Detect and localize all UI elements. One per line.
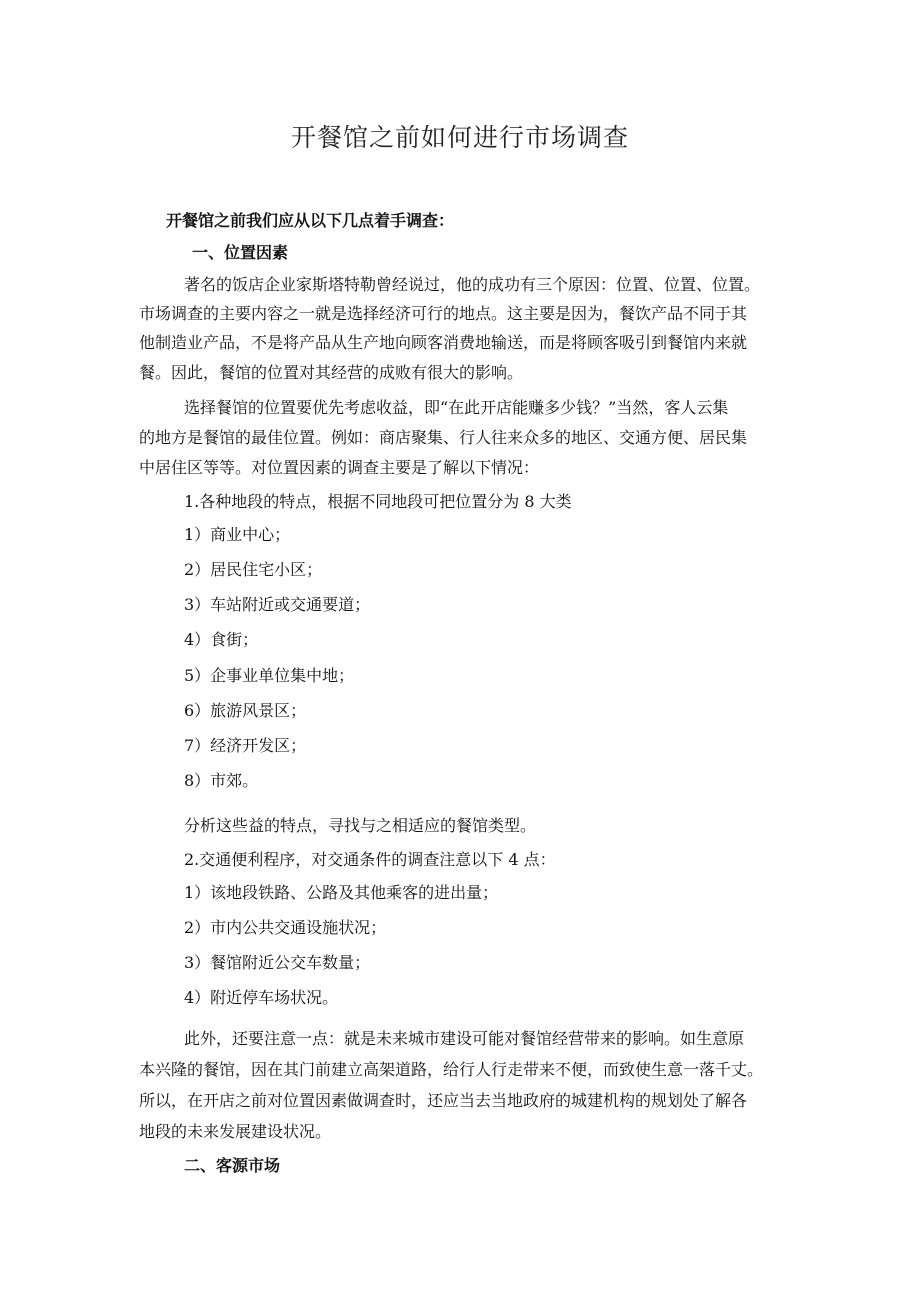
list-item: 1）商业中心；: [184, 525, 291, 544]
subsection-heading-transport: 2.交通便利程序，对交通条件的调查注意以下 4 点：: [184, 850, 556, 869]
list-item: 2）市内公共交通设施状况；: [184, 918, 387, 937]
subsection-heading-location-types: 1.各种地段的特点，根据不同地段可把位置分为 8 大类: [184, 492, 572, 511]
list-item: 7）经济开发区；: [184, 736, 307, 755]
list-item: 6）旅游风景区；: [184, 701, 307, 720]
page-title: 开餐馆之前如何进行市场调查: [290, 123, 629, 152]
paragraph-line: 著名的饭店企业家斯塔特勒曾经说过，他的成功有三个原因：位置、位置、位置。: [184, 275, 761, 294]
list-item: 3）餐馆附近公交车数量；: [184, 953, 371, 972]
list-item: 3）车站附近或交通要道；: [184, 595, 371, 614]
paragraph-line: 分析这些益的特点，寻找与之相适应的餐馆类型。: [184, 816, 537, 835]
paragraph-line: 此外，还要注意一点：就是未来城市建设可能对餐馆经营带来的影响。如生意原: [184, 1029, 745, 1048]
paragraph-line: 餐。因此，餐馆的位置对其经营的成败有很大的影响。: [139, 363, 524, 382]
list-item: 1）该地段铁路、公路及其他乘客的进出量；: [184, 883, 499, 902]
intro-heading: 开餐馆之前我们应从以下几点着手调查：: [166, 211, 455, 230]
list-item: 5）企事业单位集中地；: [184, 666, 355, 685]
paragraph-line: 本兴隆的餐馆，因在其门前建立高架道路，给行人行走带来不便，而致使生意一落千丈。: [139, 1060, 764, 1079]
list-item: 4）附近停车场状况。: [184, 988, 339, 1007]
paragraph-line: 地段的未来发展建设状况。: [139, 1122, 332, 1141]
paragraph-line: 中居住区等等。对位置因素的调查主要是了解以下情况：: [139, 458, 540, 477]
list-item: 2）居民住宅小区；: [184, 560, 323, 579]
paragraph-line: 市场调查的主要内容之一就是选择经济可行的地点。这主要是因为，餐饮产品不同于其: [139, 304, 748, 323]
paragraph-line: 他制造业产品，不是将产品从生产地向顾客消费地输送，而是将顾客吸引到餐馆内来就: [139, 333, 748, 352]
paragraph-line: 所以，在开店之前对位置因素做调查时，还应当去当地政府的城建机构的规划处了解各: [139, 1091, 748, 1110]
section-heading-location: 一、位置因素: [192, 243, 289, 262]
paragraph-line: 的地方是餐馆的最佳位置。例如：商店聚集、行人往来众多的地区、交通方便、居民集: [139, 428, 748, 447]
paragraph-line: 选择餐馆的位置要优先考虑收益，即“在此开店能赚多少钱？”当然，客人云集: [184, 398, 729, 417]
section-heading-customer-market: 二、客源市场: [184, 1156, 281, 1175]
list-item: 4）食街；: [184, 630, 259, 649]
list-item: 8）市郊。: [184, 771, 259, 790]
